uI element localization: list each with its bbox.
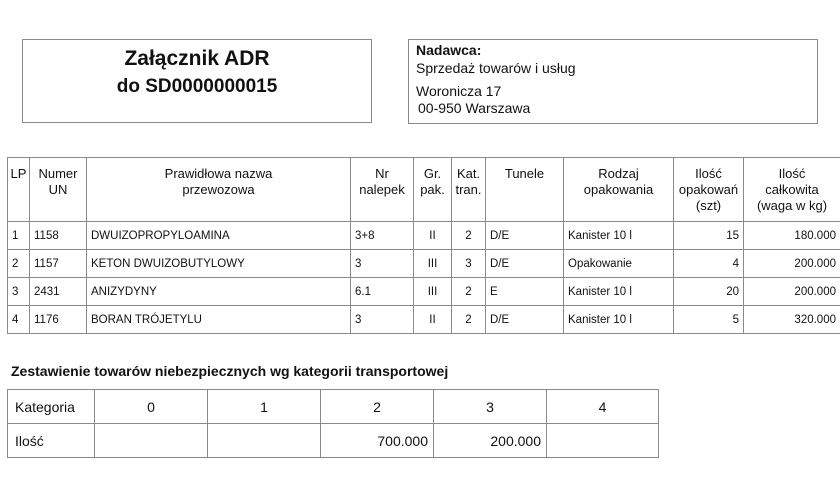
summary-category-3: 3 — [434, 390, 547, 424]
summary-quantity-row — [8, 424, 659, 458]
cell-shipping-name: KETON DWUIZOBUTYLOWY — [87, 250, 351, 278]
summary-category-2: 2 — [321, 390, 434, 424]
cell-un-number: 1176 — [30, 306, 87, 334]
summary-quantity-label: Ilość — [8, 424, 95, 458]
sender-company: Sprzedaż towarów i usług — [416, 60, 576, 76]
cell-shipping-name: BORAN TRÓJETYLU — [87, 306, 351, 334]
summary-quantity-4 — [547, 424, 659, 458]
cell-label-numbers: 6.1 — [351, 278, 414, 306]
cell-packaging-type: Opakowanie — [564, 250, 674, 278]
cell-tunnels: D/E — [486, 222, 564, 250]
summary-category-0: 0 — [95, 390, 208, 424]
header-lp: LP — [8, 158, 30, 222]
summary-quantity-0 — [95, 424, 208, 458]
cell-lp: 2 — [8, 250, 30, 278]
summary-title: Zestawienie towarów niebezpiecznych wg kategorii transportowej — [11, 363, 449, 379]
cell-tunnels: D/E — [486, 306, 564, 334]
cell-packaging-type: Kanister 10 l — [564, 278, 674, 306]
header-packaging-type: Rodzaj opakowania — [564, 158, 674, 222]
cell-un-number: 2431 — [30, 278, 87, 306]
category-summary-table — [7, 389, 659, 458]
table-row — [8, 250, 840, 278]
cell-lp: 4 — [8, 306, 30, 334]
cell-transport-category: 2 — [452, 306, 486, 334]
cell-packing-group: III — [414, 250, 452, 278]
summary-category-1: 1 — [208, 390, 321, 424]
cell-lp: 1 — [8, 222, 30, 250]
cell-packaging-type: Kanister 10 l — [564, 222, 674, 250]
sender-box — [408, 39, 818, 124]
cell-transport-category: 3 — [452, 250, 486, 278]
cell-lp: 3 — [8, 278, 30, 306]
summary-category-4: 4 — [547, 390, 659, 424]
document-number: do SD0000000015 — [116, 76, 278, 97]
header-packing-group: Gr. pak. — [414, 158, 452, 222]
header-tunnels: Tunele — [486, 158, 564, 222]
cell-package-count: 20 — [674, 278, 744, 306]
cell-packing-group: III — [414, 278, 452, 306]
document-title-box — [22, 39, 372, 123]
sender-street: Woronicza 17 — [416, 83, 502, 99]
table-row — [8, 278, 840, 306]
cell-shipping-name: ANIZYDYNY — [87, 278, 351, 306]
cell-packaging-type: Kanister 10 l — [564, 306, 674, 334]
header-package-count: Ilość opakowań (szt) — [674, 158, 744, 222]
table-header-row — [8, 158, 840, 222]
cell-package-count: 15 — [674, 222, 744, 250]
cell-tunnels: E — [486, 278, 564, 306]
cell-tunnels: D/E — [486, 250, 564, 278]
header-shipping-name: Prawidłowa nazwa przewozowa — [87, 158, 351, 222]
cell-total-weight: 180.000 — [744, 222, 840, 250]
cell-package-count: 5 — [674, 306, 744, 334]
cell-label-numbers: 3 — [351, 306, 414, 334]
cell-package-count: 4 — [674, 250, 744, 278]
summary-category-label: Kategoria — [8, 390, 95, 424]
header-total-weight: Ilość całkowita (waga w kg) — [744, 158, 840, 222]
cell-packing-group: II — [414, 306, 452, 334]
cell-total-weight: 320.000 — [744, 306, 840, 334]
summary-quantity-3: 200.000 — [434, 424, 547, 458]
table-row — [8, 222, 840, 250]
document-title: Załącznik ADR — [124, 47, 270, 70]
summary-quantity-2: 700.000 — [321, 424, 434, 458]
cell-total-weight: 200.000 — [744, 278, 840, 306]
dangerous-goods-table — [7, 157, 840, 334]
cell-shipping-name: DWUIZOPROPYLOAMINA — [87, 222, 351, 250]
cell-label-numbers: 3 — [351, 250, 414, 278]
cell-un-number: 1158 — [30, 222, 87, 250]
summary-category-row — [8, 390, 659, 424]
cell-total-weight: 200.000 — [744, 250, 840, 278]
cell-transport-category: 2 — [452, 278, 486, 306]
header-label-numbers: Nr nalepek — [351, 158, 414, 222]
cell-label-numbers: 3+8 — [351, 222, 414, 250]
summary-quantity-1 — [208, 424, 321, 458]
cell-transport-category: 2 — [452, 222, 486, 250]
cell-un-number: 1157 — [30, 250, 87, 278]
header-transport-category: Kat. tran. — [452, 158, 486, 222]
sender-label: Nadawca: — [416, 42, 482, 58]
sender-city: 00-950 Warszawa — [418, 100, 531, 116]
table-row — [8, 306, 840, 334]
header-un-number: Numer UN — [30, 158, 87, 222]
cell-packing-group: II — [414, 222, 452, 250]
